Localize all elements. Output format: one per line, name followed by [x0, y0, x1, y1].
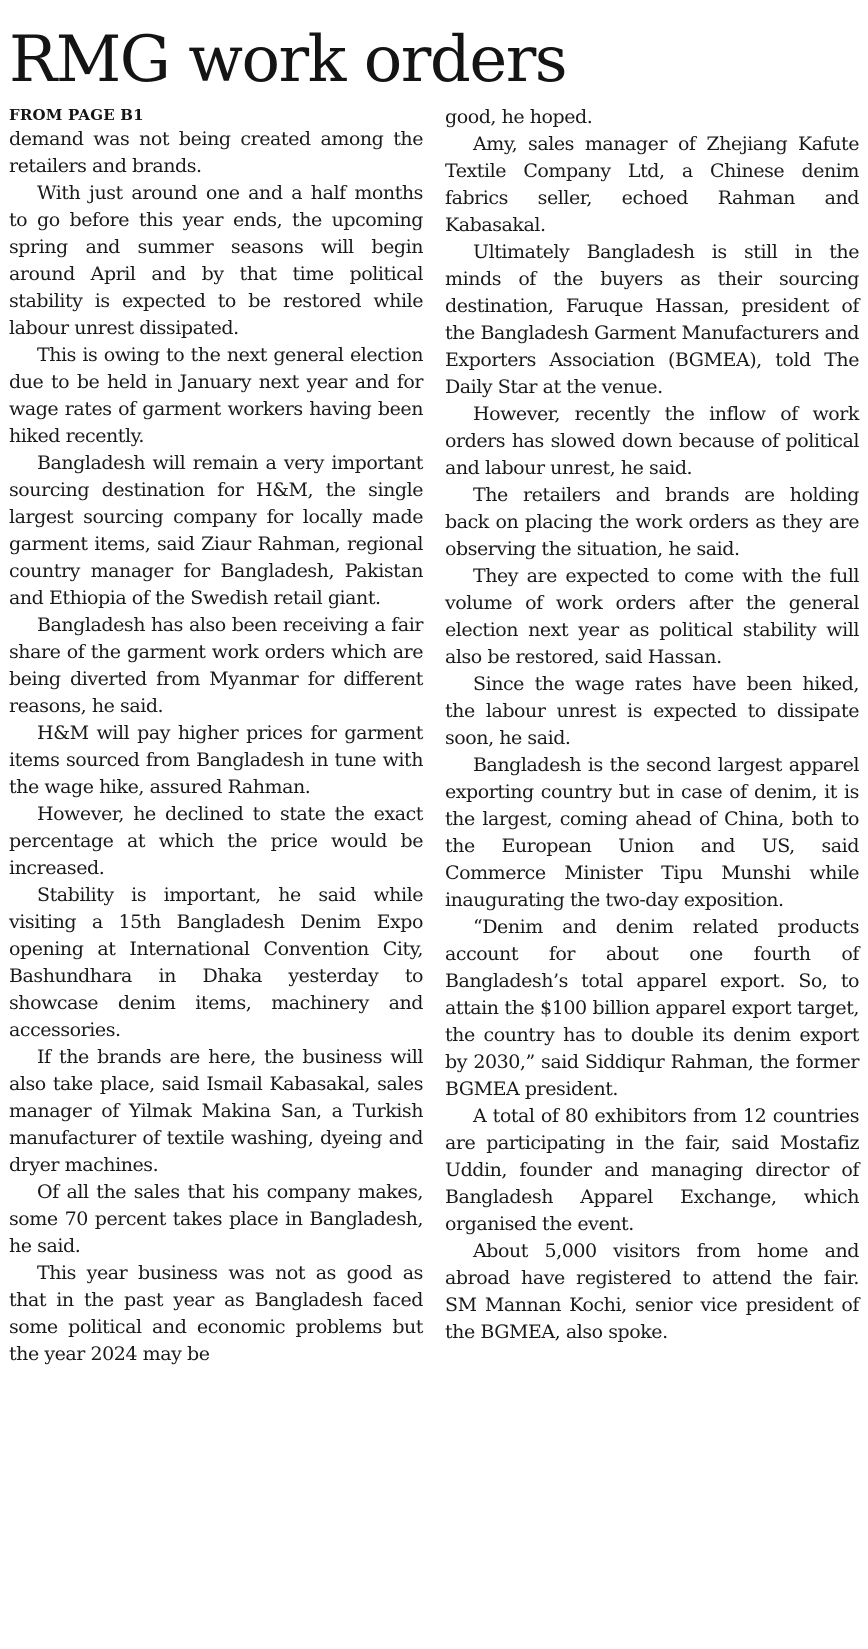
paragraph: Bangladesh has also been receiving a fair share of the garment work orders which are being diverted from Myanmar for different reasons, he said.: [9, 614, 423, 717]
paragraph: Bangladesh will remain a very important sourcing destination for H&M, the single largest sourcing company for locally made garment items, said Ziaur Rahman, regional country manager for Bangladesh, Pakistan and Ethiopia of the Swedish retail giant.: [9, 452, 423, 609]
paragraph: Stability is important, he said while visiting a 15th Bangladesh Denim Expo opening at International Convention City, Bashundhara in Dhaka yesterday to showcase denim items, machinery and accessories.: [9, 884, 423, 1041]
paragraph: “Denim and denim related products account for about one fourth of Bangladesh’s total apparel export. So, to attain the $100 billion apparel export target, the country has to double its denim export by 2030,” said Siddiqur Rahman, the former BGMEA president.: [445, 916, 859, 1100]
paragraph: About 5,000 visitors from home and abroad have registered to attend the fair. SM Mannan Kochi, senior vice president of the BGMEA, also spoke.: [445, 1240, 859, 1343]
paragraph: Bangladesh is the second largest apparel exporting country but in case of denim, it is the largest, coming ahead of China, both to the European Union and US, said Commerce Minister Tipu Munshi while inaugurating the two-day exposition.: [445, 754, 859, 911]
paragraph: A total of 80 exhibitors from 12 countries are participating in the fair, said Mostafiz Uddin, founder and managing director of Bangladesh Apparel Exchange, which organised the event.: [445, 1105, 859, 1235]
continued-from-label: FROM PAGE B1: [9, 106, 144, 124]
paragraph: With just around one and a half months to go before this year ends, the upcoming spring and summer seasons will begin around April and by that time political stability is expected to be restored while labour unrest dissipated.: [9, 182, 423, 339]
right-column: [445, 104, 859, 1644]
paragraph: Ultimately Bangladesh is still in the minds of the buyers as their sourcing destination, Faruque Hassan, president of the Bangladesh Garment Manufacturers and Exporters Association (BGMEA), told The Daily Star at the venue.: [445, 241, 859, 398]
paragraph: This year business was not as good as that in the past year as Bangladesh faced some political and economic problems but the year 2024 may be: [9, 1262, 423, 1365]
paragraph: Since the wage rates have been hiked, the labour unrest is expected to dissipate soon, he said.: [445, 673, 859, 749]
paragraph: The retailers and brands are holding back on placing the work orders as they are observing the situation, he said.: [445, 484, 859, 560]
paragraph: However, recently the inflow of work orders has slowed down because of political and labour unrest, he said.: [445, 403, 859, 479]
paragraph: This is owing to the next general election due to be held in January next year and for wage rates of garment workers having been hiked recently.: [9, 344, 423, 447]
paragraph: Amy, sales manager of Zhejiang Kafute Textile Company Ltd, a Chinese denim fabrics seller, echoed Rahman and Kabasakal.: [445, 133, 859, 236]
article-body: [9, 104, 859, 1644]
paragraph: demand was not being created among the retailers and brands.: [9, 128, 423, 177]
paragraph: However, he declined to state the exact percentage at which the price would be increased.: [9, 803, 423, 879]
paragraph: good, he hoped.: [445, 106, 593, 128]
paragraph: They are expected to come with the full volume of work orders after the general election next year as political stability will also be restored, said Hassan.: [445, 565, 859, 668]
paragraph: H&M will pay higher prices for garment items sourced from Bangladesh in tune with the wage hike, assured Rahman.: [9, 722, 423, 798]
paragraph: Of all the sales that his company makes, some 70 percent takes place in Bangladesh, he said.: [9, 1181, 423, 1257]
left-column: [9, 104, 423, 1644]
headline: RMG work orders: [9, 23, 567, 97]
paragraph: If the brands are here, the business will also take place, said Ismail Kabasakal, sales manager of Yilmak Makina San, a Turkish manufacturer of textile washing, dyeing and dryer machines.: [9, 1046, 423, 1176]
